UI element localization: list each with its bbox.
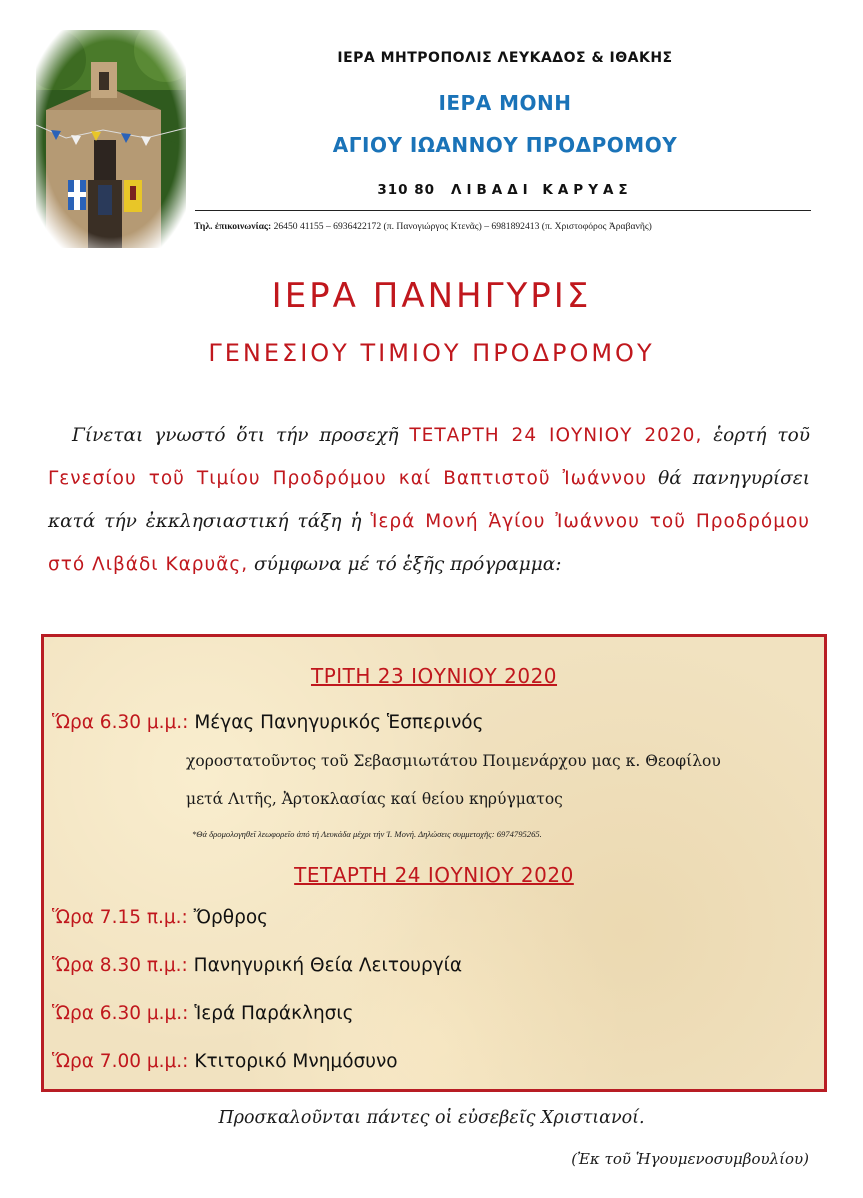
- day-heading-tuesday: ΤΡΙΤΗ 23 ΙΟΥΝΙΟΥ 2020: [310, 664, 558, 688]
- program-box: [41, 634, 827, 1092]
- signature: (Ἐκ τοῦ Ἡγουμενοσυμβουλίου): [571, 1150, 809, 1168]
- contact-line: [194, 221, 814, 232]
- event-liturgy: [52, 955, 462, 976]
- chapel-photo: [36, 30, 186, 248]
- event-time: Ὥρα 6.30 μ.μ.:: [52, 1003, 189, 1024]
- event-name: Πανηγυρική Θεία Λειτουργία: [193, 955, 463, 976]
- event-paraklesis: [52, 1003, 354, 1024]
- closing-invitation: Προσκαλοῦνται πάντες οἱ εὐσεβεῖς Χριστιανοί.: [218, 1108, 645, 1128]
- event-time: Ὥρα 7.15 π.μ.:: [52, 907, 188, 928]
- intro-paragraph: [48, 414, 810, 586]
- intro-monastery: Ἱερά Μονή Ἁγίου Ἰωάννου τοῦ Προδρόμου στό Λιβάδι Καρυᾶς,: [48, 511, 810, 575]
- intro-text-1: Γίνεται γνωστό ὅτι τήν προσεχῆ: [72, 425, 399, 446]
- header-divider: [195, 210, 811, 211]
- event-name: Κτιτορικό Μνημόσυνο: [194, 1051, 398, 1072]
- event-time: Ὥρα 7.00 μ.μ.:: [52, 1051, 189, 1072]
- event-name: Ἱερά Παράκλησις: [194, 1003, 354, 1024]
- subtitle: ΓΕΝΕΣΙΟΥ ΤΙΜΙΟΥ ΠΡΟΔΡΟΜΟΥ: [208, 339, 655, 367]
- event-detail-2: μετά Λιτῆς, Ἀρτοκλασίας καί θείου κηρύγματος: [186, 790, 563, 808]
- metropolis-title: ΙΕΡΑ ΜΗΤΡΟΠΟΛΙΣ ΛΕΥΚΑΔΟΣ & ΙΘΑΚΗΣ: [337, 50, 673, 66]
- event-memorial: [52, 1051, 398, 1072]
- address: [196, 182, 814, 198]
- place-name: ΛΙΒΑΔΙ ΚΑΡΥΑΣ: [451, 182, 633, 198]
- event-name: Ὄρθρος: [193, 907, 269, 928]
- intro-date: ΤΕΤΑΡΤΗ 24 ΙΟΥΝΙΟΥ 2020,: [409, 425, 703, 446]
- event-time: Ὥρα 6.30 μ.μ.:: [52, 712, 189, 733]
- postcode: 310 80: [377, 182, 436, 198]
- intro-text-2: ἑορτή τοῦ: [713, 425, 811, 446]
- main-title: ΙΕΡΑ ΠΑΝΗΓΥΡΙΣ: [271, 276, 592, 316]
- day-heading-wednesday: ΤΕΤΑΡΤΗ 24 ΙΟΥΝΙΟΥ 2020: [294, 863, 574, 887]
- event-time: Ὥρα 8.30 π.μ.:: [52, 955, 188, 976]
- event-detail-1: χοροστατοῦντος τοῦ Σεβασμιωτάτου Ποιμενάρχου μας κ. Θεοφίλου: [186, 752, 721, 770]
- intro-feast: Γενεσίου τοῦ Τιμίου Προδρόμου καί Βαπτιστοῦ Ἰωάννου: [48, 468, 647, 489]
- contact-phones: 26450 41155 – 6936422172 (π. Πανογιώργος Κτενᾶς) – 6981892413 (π. Χριστοφόρος Ἀραβανῆς): [273, 221, 652, 232]
- monastery-label: ΙΕΡΑ ΜΟΝΗ: [438, 91, 572, 115]
- event-orthros: [52, 907, 268, 928]
- contact-label: Τηλ. ἐπικοινωνίας:: [194, 221, 272, 232]
- bus-note: *Θά δρομολογηθεῖ λεωφορεῖο ἀπό τή Λευκάδα μέχρι τήν Ἱ. Μονή. Δηλώσεις συμμετοχῆς: 6974795265.: [192, 829, 542, 839]
- event-vespers: [52, 712, 483, 733]
- monastery-name: ΑΓΙΟΥ ΙΩΑΝΝΟΥ ΠΡΟΔΡΟΜΟΥ: [332, 133, 678, 157]
- intro-text-4: σύμφωνα μέ τό ἑξῆς πρόγραμμα:: [254, 554, 562, 575]
- event-name: Μέγας Πανηγυρικός Ἑσπερινός: [194, 712, 484, 733]
- intro-text-3: θά πανηγυρίσει κατά τήν ἐκκλησιαστική τάξη ἡ: [48, 468, 810, 532]
